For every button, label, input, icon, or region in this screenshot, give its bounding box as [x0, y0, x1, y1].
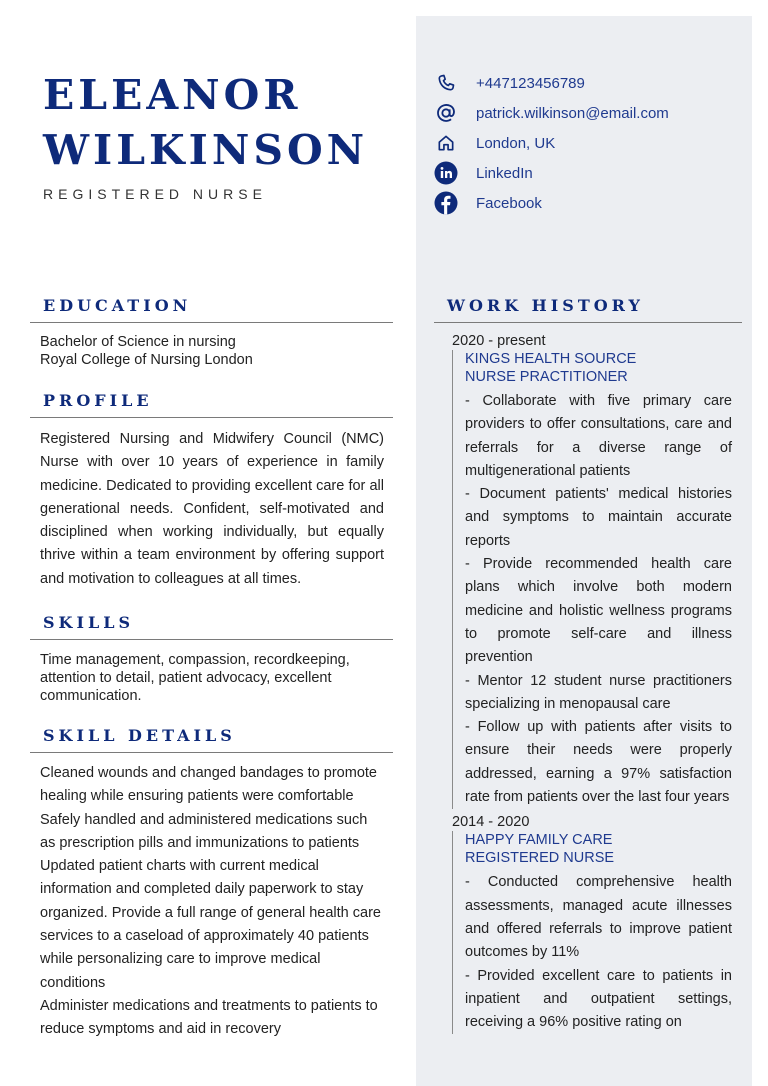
facebook-icon [434, 191, 458, 215]
contact-list [434, 68, 734, 218]
job-bullet: - Provide recommended health care plans which involve both modern medicine and holistic wellness programs to promote self-care and illness prevention [465, 556, 732, 666]
school: Royal College of Nursing London [40, 352, 253, 368]
profile-text: Registered Nursing and Midwifery Council (NMC) Nurse with over 10 years of experience in family medicine. Dedicated to providing excellent care for all generational needs. Confident, self-motivated and disciplined when working individually, but equally thrive within a team environment by offering support and motivation to colleagues at all times. [40, 431, 384, 587]
contact-phone[interactable] [434, 68, 734, 98]
email-text: patrick.wilkinson@email.com [476, 104, 669, 122]
job-dates: 2014 - 2020 [452, 814, 530, 831]
skill-details-list [40, 762, 384, 1042]
email-icon [434, 101, 458, 125]
degree: Bachelor of Science in nursing [40, 334, 236, 350]
job-bullets [465, 871, 732, 1034]
profile-heading: PROFILE [30, 390, 393, 418]
phone-icon [434, 71, 458, 95]
list-item: Administer medications and treatments to patients to reduce symptoms and aid in recovery [40, 997, 378, 1038]
job-role: REGISTERED NURSE [465, 850, 615, 867]
skills-heading: SKILLS [30, 612, 393, 640]
linkedin-text: LinkedIn [476, 164, 533, 182]
list-item: Safely handled and administered medications such as prescription pills and immunizations to patients [40, 811, 368, 851]
home-icon [434, 131, 458, 155]
job-bullets [465, 390, 732, 809]
education-content [40, 333, 384, 369]
job-bullet: - Follow up with patients after visits to ensure their needs were properly addressed, earning a 97% satisfaction rate from patients over the last four years [465, 719, 732, 806]
job-role: NURSE PRACTITIONER [465, 369, 628, 385]
job-bullet: - Provided excellent care to patients in inpatient and outpatient settings, receiving a 96% positive rating on [465, 967, 732, 1031]
contact-linkedin[interactable] [434, 158, 734, 188]
skills-text: Time management, compassion, recordkeeping, attention to detail, patient advocacy, excellent communication. [40, 652, 350, 704]
list-item: Updated patient charts with current medical information and completed daily paperwork to stay organized. Provide a full range of general health care services to a caseload of approximately 40 patients while personalizing care to improve medical conditions [40, 858, 381, 991]
last-name: WILKINSON [43, 126, 369, 174]
job-title: REGISTERED NURSE [43, 186, 267, 202]
job-dates: 2020 - present [452, 333, 546, 349]
job-body [452, 350, 732, 809]
job-company: KINGS HEALTH SOURCE [465, 351, 637, 367]
candidate-name [43, 68, 368, 178]
contact-facebook[interactable] [434, 188, 734, 218]
job-entry [452, 813, 732, 1034]
skill-details-heading: SKILL DETAILS [30, 725, 393, 753]
work-history-heading: WORK HISTORY [434, 295, 742, 323]
job-bullet: - Mentor 12 student nurse practitioners specializing in menopausal care [465, 672, 732, 712]
work-history-list [452, 332, 732, 1034]
job-bullet: - Document patients' medical histories and symptoms to maintain accurate reports [465, 486, 732, 549]
job-bullet: - Conducted comprehensive health assessments, managed acute illnesses and offered referrals to improve patient outcomes by 11% [465, 874, 732, 961]
job-entry [452, 332, 732, 809]
job-bullet: - Collaborate with five primary care providers to offer consultations, care and referrals for a diverse range of multigenerational patients [465, 393, 732, 479]
linkedin-icon [434, 161, 458, 185]
first-name: ELEANOR [43, 71, 302, 119]
location-text: London, UK [476, 134, 556, 152]
phone-text: +447123456789 [476, 74, 585, 92]
job-company: HAPPY FAMILY CARE [465, 832, 613, 849]
contact-email[interactable] [434, 98, 734, 128]
education-heading: EDUCATION [30, 295, 393, 323]
job-body [452, 831, 732, 1034]
contact-location [434, 128, 734, 158]
list-item: Cleaned wounds and changed bandages to promote healing while ensuring patients were comfortable [40, 765, 377, 805]
facebook-text: Facebook [476, 194, 542, 212]
